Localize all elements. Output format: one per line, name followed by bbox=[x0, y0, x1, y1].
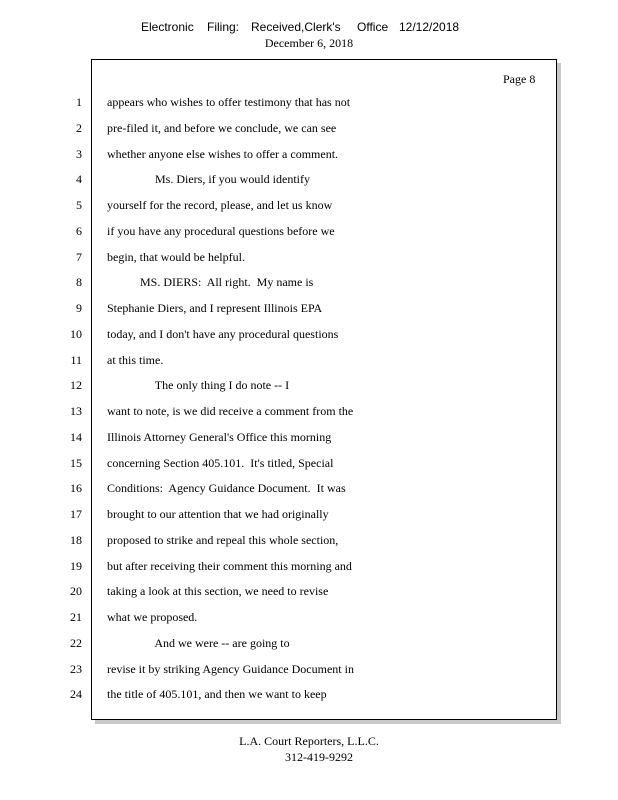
page-number: Page 8 bbox=[503, 72, 536, 86]
line-number: 22 bbox=[70, 636, 82, 650]
line-number: 5 bbox=[76, 198, 82, 212]
line-text: begin, that would be helpful. bbox=[107, 250, 245, 264]
hearing-date: December 6, 2018 bbox=[264, 36, 354, 50]
line-text: yourself for the record, please, and let us know bbox=[107, 198, 333, 212]
line-text: The only thing I do note -- I bbox=[107, 378, 290, 392]
line-text: the title of 405.101, and then we want to keep bbox=[107, 687, 327, 701]
line-number: 19 bbox=[70, 559, 82, 573]
line-text: taking a look at this section, we need to revise bbox=[107, 584, 329, 598]
line-number: 24 bbox=[70, 687, 82, 701]
line-text: at this time. bbox=[107, 353, 164, 367]
line-text: today, and I don't have any procedural questions bbox=[107, 327, 339, 341]
line-text: Stephanie Diers, and I represent Illinois EPA bbox=[107, 301, 323, 315]
court-reporter-phone: 312-419-9292 bbox=[285, 750, 353, 764]
line-number: 1 bbox=[76, 95, 82, 109]
line-text: concerning Section 405.101. It's titled, Special bbox=[107, 456, 334, 470]
line-text: MS. DIERS: All right. My name is bbox=[107, 275, 314, 289]
line-number: 4 bbox=[76, 172, 82, 186]
line-text: what we proposed. bbox=[107, 610, 198, 624]
line-text: proposed to strike and repeal this whole section, bbox=[107, 533, 339, 547]
line-text: brought to our attention that we had originally bbox=[107, 507, 329, 521]
line-text: appears who wishes to offer testimony that has not bbox=[107, 95, 351, 109]
line-text: pre-filed it, and before we conclude, we can see bbox=[107, 121, 337, 135]
line-text: Ms. Diers, if you would identify bbox=[107, 172, 310, 186]
line-number: 23 bbox=[70, 662, 82, 676]
line-number: 13 bbox=[70, 404, 82, 418]
line-number: 14 bbox=[70, 430, 82, 444]
line-number: 15 bbox=[70, 456, 82, 470]
court-reporter-name: L.A. Court Reporters, L.L.C. bbox=[239, 734, 379, 748]
stamp-office: Office bbox=[357, 20, 389, 34]
stamp-date: 12/12/2018 bbox=[399, 20, 460, 34]
line-number: 17 bbox=[70, 507, 82, 521]
line-number: 21 bbox=[70, 610, 82, 624]
line-number: 3 bbox=[76, 147, 82, 161]
line-number: 18 bbox=[70, 533, 82, 547]
line-text: want to note, is we did receive a comment from the bbox=[107, 404, 354, 418]
line-number: 16 bbox=[70, 481, 82, 495]
line-number: 8 bbox=[76, 275, 82, 289]
line-number: 10 bbox=[70, 327, 82, 341]
line-number: 7 bbox=[76, 250, 82, 264]
line-text: Illinois Attorney General's Office this morning bbox=[107, 430, 332, 444]
stamp-electronic: Electronic bbox=[141, 20, 194, 34]
line-number: 2 bbox=[76, 121, 82, 135]
line-text: revise it by striking Agency Guidance Document in bbox=[107, 662, 354, 676]
line-number: 20 bbox=[70, 584, 82, 598]
stamp-filing: Filing: bbox=[207, 20, 240, 34]
line-text: but after receiving their comment this morning and bbox=[107, 559, 352, 573]
footer bbox=[0, 734, 618, 765]
line-text: And we were -- are going to bbox=[107, 636, 290, 650]
line-text: if you have any procedural questions before we bbox=[107, 224, 335, 238]
line-text: Conditions: Agency Guidance Document. It was bbox=[107, 481, 346, 495]
stamp-received: Received,Clerk's bbox=[251, 20, 341, 34]
line-number: 6 bbox=[76, 224, 82, 238]
line-number: 12 bbox=[70, 378, 82, 392]
line-text: whether anyone else wishes to offer a comment. bbox=[107, 147, 339, 161]
line-number: 9 bbox=[76, 301, 82, 315]
line-number: 11 bbox=[70, 353, 82, 367]
